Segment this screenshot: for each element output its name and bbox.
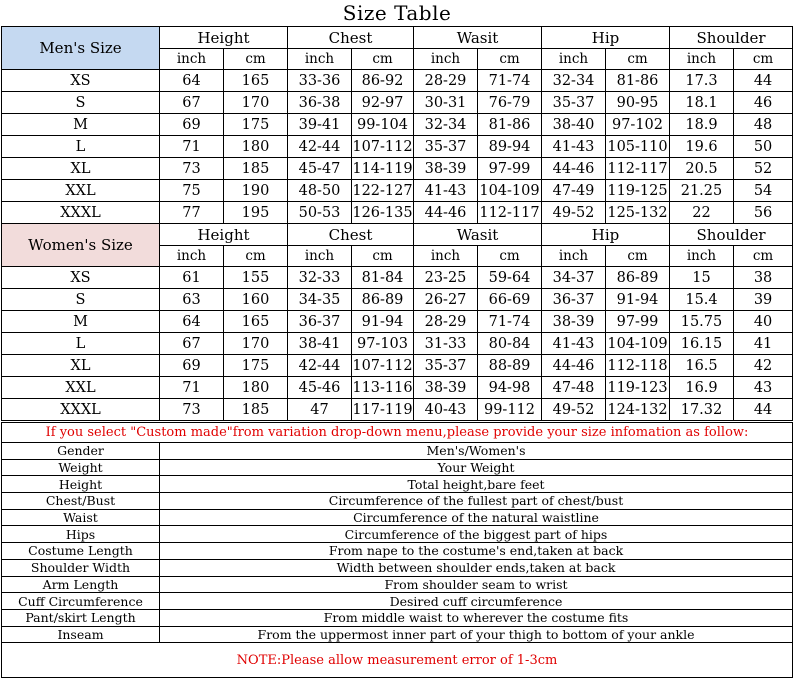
measurement-row — [2, 576, 793, 593]
measurement-cell: 76-79 — [478, 92, 542, 114]
measurement-cell: 45-47 — [288, 158, 352, 180]
measurement-cell: 99-104 — [352, 114, 414, 136]
measurement-cell: 42-44 — [288, 136, 352, 158]
measurement-row — [2, 509, 793, 526]
unit-header: inch — [670, 49, 734, 70]
measurement-cell: 54 — [734, 180, 793, 202]
measurement-cell: 44 — [734, 399, 793, 421]
measurement-cell: 88-89 — [478, 355, 542, 377]
measurement-cell: 125-132 — [606, 202, 670, 224]
measurement-cell: 71 — [160, 377, 224, 399]
mens-header-row — [2, 27, 793, 49]
measurement-cell: 114-119 — [352, 158, 414, 180]
measurement-cell: 30-31 — [414, 92, 478, 114]
unit-header: inch — [542, 49, 606, 70]
measurement-cell: 107-112 — [352, 136, 414, 158]
measurement-description: Circumference of the fullest part of chest/bust — [160, 493, 793, 510]
measurement-row — [2, 526, 793, 543]
measurement-cell: 97-99 — [606, 311, 670, 333]
measurement-cell: 22 — [670, 202, 734, 224]
measurement-cell: 112-117 — [478, 202, 542, 224]
unit-header: inch — [542, 246, 606, 267]
measurement-cell: 17.32 — [670, 399, 734, 421]
measurement-cell: 50-53 — [288, 202, 352, 224]
size-name-cell: XL — [2, 158, 160, 180]
size-name-cell: L — [2, 136, 160, 158]
measurement-cell: 36-38 — [288, 92, 352, 114]
measurement-cell: 69 — [160, 114, 224, 136]
measurement-cell: 86-92 — [352, 70, 414, 92]
measurement-cell: 34-37 — [542, 267, 606, 289]
measurement-cell: 99-112 — [478, 399, 542, 421]
size-name-cell: XS — [2, 70, 160, 92]
measurement-cell: 50 — [734, 136, 793, 158]
table-row — [2, 136, 793, 158]
measurement-cell: 107-112 — [352, 355, 414, 377]
measurement-cell: 28-29 — [414, 70, 478, 92]
measurement-cell: 124-132 — [606, 399, 670, 421]
measurement-row — [2, 443, 793, 460]
measurement-cell: 97-102 — [606, 114, 670, 136]
measurement-row — [2, 609, 793, 626]
measurement-cell: 104-109 — [478, 180, 542, 202]
measurement-cell: 71-74 — [478, 311, 542, 333]
measurement-cell: 104-109 — [606, 333, 670, 355]
measurement-row — [2, 543, 793, 560]
measurement-cell: 92-97 — [352, 92, 414, 114]
column-group-header: Hip — [542, 27, 670, 49]
measurement-cell: 46 — [734, 92, 793, 114]
measurement-name: Chest/Bust — [2, 493, 160, 510]
measurement-cell: 105-110 — [606, 136, 670, 158]
measurement-name: Cuff Circumference — [2, 593, 160, 610]
measurement-cell: 112-117 — [606, 158, 670, 180]
size-name-cell: XXL — [2, 377, 160, 399]
measurement-cell: 119-125 — [606, 180, 670, 202]
measurement-cell: 41-43 — [542, 333, 606, 355]
measurement-cell: 119-123 — [606, 377, 670, 399]
measurement-name: Inseam — [2, 626, 160, 643]
unit-header: cm — [224, 246, 288, 267]
table-row — [2, 180, 793, 202]
table-row — [2, 377, 793, 399]
measurement-cell: 39-41 — [288, 114, 352, 136]
measurement-cell: 48 — [734, 114, 793, 136]
measurement-cell: 86-89 — [606, 267, 670, 289]
column-group-header: Height — [160, 27, 288, 49]
measurement-cell: 63 — [160, 289, 224, 311]
measurement-cell: 47 — [288, 399, 352, 421]
unit-header: cm — [606, 49, 670, 70]
table-row — [2, 92, 793, 114]
unit-header: cm — [478, 246, 542, 267]
measurement-cell: 41-43 — [414, 180, 478, 202]
measurement-cell: 44-46 — [542, 355, 606, 377]
measurement-row — [2, 626, 793, 643]
measurement-cell: 32-34 — [414, 114, 478, 136]
column-group-header: Height — [160, 224, 288, 246]
table-row — [2, 333, 793, 355]
table-row — [2, 267, 793, 289]
size-name-cell: S — [2, 92, 160, 114]
measurement-cell: 80-84 — [478, 333, 542, 355]
measurement-cell: 91-94 — [606, 289, 670, 311]
table-row — [2, 158, 793, 180]
mens-size-label: Men's Size — [2, 27, 160, 70]
measurement-description: From nape to the costume's end,taken at back — [160, 543, 793, 560]
measurement-cell: 38 — [734, 267, 793, 289]
measurement-cell: 67 — [160, 92, 224, 114]
measurement-cell: 175 — [224, 355, 288, 377]
measurement-name: Shoulder Width — [2, 559, 160, 576]
measurement-cell: 35-37 — [414, 136, 478, 158]
measurement-cell: 42 — [734, 355, 793, 377]
measurement-cell: 71 — [160, 136, 224, 158]
measurement-cell: 71-74 — [478, 70, 542, 92]
measurement-cell: 97-103 — [352, 333, 414, 355]
measurement-cell: 59-64 — [478, 267, 542, 289]
measurement-cell: 126-135 — [352, 202, 414, 224]
measurement-cell: 41 — [734, 333, 793, 355]
measurement-description: Width between shoulder ends,taken at back — [160, 559, 793, 576]
unit-header: inch — [288, 246, 352, 267]
measurement-cell: 90-95 — [606, 92, 670, 114]
measurement-cell: 155 — [224, 267, 288, 289]
measurement-cell: 170 — [224, 333, 288, 355]
measurement-cell: 32-34 — [542, 70, 606, 92]
measurement-cell: 34-35 — [288, 289, 352, 311]
measurement-description: Men's/Women's — [160, 443, 793, 460]
measurement-cell: 185 — [224, 399, 288, 421]
size-name-cell: S — [2, 289, 160, 311]
measurement-cell: 33-36 — [288, 70, 352, 92]
womens-header-row — [2, 224, 793, 246]
table-row — [2, 311, 793, 333]
table-row — [2, 202, 793, 224]
size-name-cell: XXL — [2, 180, 160, 202]
measurement-name: Gender — [2, 443, 160, 460]
measurement-cell: 81-86 — [478, 114, 542, 136]
measurement-cell: 45-46 — [288, 377, 352, 399]
column-group-header: Shoulder — [670, 224, 793, 246]
unit-header: cm — [478, 49, 542, 70]
measurement-name: Arm Length — [2, 576, 160, 593]
measurement-cell: 66-69 — [478, 289, 542, 311]
measurement-cell: 175 — [224, 114, 288, 136]
measurement-cell: 81-84 — [352, 267, 414, 289]
measurement-cell: 36-37 — [288, 311, 352, 333]
table-row — [2, 114, 793, 136]
unit-header: cm — [734, 246, 793, 267]
size-name-cell: XS — [2, 267, 160, 289]
measurement-description: Desired cuff circumference — [160, 593, 793, 610]
size-name-cell: XXXL — [2, 399, 160, 421]
column-group-header: Wasit — [414, 224, 542, 246]
measurement-name: Weight — [2, 459, 160, 476]
unit-header: cm — [606, 246, 670, 267]
table-row — [2, 70, 793, 92]
size-name-cell: M — [2, 114, 160, 136]
measurement-cell: 81-86 — [606, 70, 670, 92]
measurement-cell: 165 — [224, 311, 288, 333]
measurement-cell: 91-94 — [352, 311, 414, 333]
page-title: Size Table — [342, 1, 452, 25]
measurement-cell: 18.1 — [670, 92, 734, 114]
measurement-cell: 16.15 — [670, 333, 734, 355]
column-group-header: Hip — [542, 224, 670, 246]
size-name-cell: L — [2, 333, 160, 355]
measurement-cell: 75 — [160, 180, 224, 202]
measurement-cell: 190 — [224, 180, 288, 202]
measurement-name: Costume Length — [2, 543, 160, 560]
measurement-cell: 38-40 — [542, 114, 606, 136]
measurement-cell: 47-48 — [542, 377, 606, 399]
measurement-cell: 38-39 — [542, 311, 606, 333]
measurement-cell: 77 — [160, 202, 224, 224]
measurement-cell: 122-127 — [352, 180, 414, 202]
measurement-cell: 44 — [734, 70, 793, 92]
measurement-cell: 64 — [160, 311, 224, 333]
measurement-cell: 89-94 — [478, 136, 542, 158]
size-name-cell: M — [2, 311, 160, 333]
table-row — [2, 289, 793, 311]
measurement-cell: 16.9 — [670, 377, 734, 399]
measurement-description: Total height,bare feet — [160, 476, 793, 493]
measurement-cell: 16.5 — [670, 355, 734, 377]
measurement-cell: 26-27 — [414, 289, 478, 311]
measurement-error-note: NOTE:Please allow measurement error of 1-3cm — [2, 643, 793, 678]
measurement-cell: 38-41 — [288, 333, 352, 355]
unit-header: inch — [160, 246, 224, 267]
unit-header: cm — [734, 49, 793, 70]
unit-header: cm — [352, 49, 414, 70]
measurement-cell: 38-39 — [414, 158, 478, 180]
measurement-description: Circumference of the natural waistline — [160, 509, 793, 526]
measurement-cell: 86-89 — [352, 289, 414, 311]
measurement-row — [2, 476, 793, 493]
measurement-cell: 44-46 — [414, 202, 478, 224]
measurement-cell: 94-98 — [478, 377, 542, 399]
measurement-cell: 52 — [734, 158, 793, 180]
unit-header: cm — [352, 246, 414, 267]
measurement-cell: 49-52 — [542, 202, 606, 224]
womens-size-label: Women's Size — [2, 224, 160, 267]
measurement-cell: 42-44 — [288, 355, 352, 377]
measurement-row — [2, 493, 793, 510]
measurement-cell: 67 — [160, 333, 224, 355]
measurement-cell: 48-50 — [288, 180, 352, 202]
measurement-cell: 56 — [734, 202, 793, 224]
unit-header: inch — [160, 49, 224, 70]
unit-header: cm — [224, 49, 288, 70]
measurement-cell: 180 — [224, 377, 288, 399]
measurement-cell: 117-119 — [352, 399, 414, 421]
unit-header: inch — [414, 246, 478, 267]
measurement-cell: 97-99 — [478, 158, 542, 180]
title-row — [2, 0, 793, 27]
unit-header: inch — [670, 246, 734, 267]
column-group-header: Shoulder — [670, 27, 793, 49]
measurement-cell: 180 — [224, 136, 288, 158]
measurement-cell: 165 — [224, 70, 288, 92]
measurement-row — [2, 593, 793, 610]
measurement-cell: 20.5 — [670, 158, 734, 180]
measurement-cell: 35-37 — [414, 355, 478, 377]
measurement-cell: 73 — [160, 158, 224, 180]
measurement-cell: 185 — [224, 158, 288, 180]
measurement-name: Waist — [2, 509, 160, 526]
measurement-row — [2, 459, 793, 476]
measurement-cell: 44-46 — [542, 158, 606, 180]
measurement-cell: 160 — [224, 289, 288, 311]
unit-header: inch — [414, 49, 478, 70]
measurement-cell: 41-43 — [542, 136, 606, 158]
measurement-cell: 18.9 — [670, 114, 734, 136]
measurement-cell: 47-49 — [542, 180, 606, 202]
measurement-cell: 112-118 — [606, 355, 670, 377]
column-group-header: Wasit — [414, 27, 542, 49]
measurement-name: Hips — [2, 526, 160, 543]
custom-made-notice: If you select "Custom made"from variation drop-down menu,please provide your size infomation as follow: — [2, 423, 793, 443]
custom-made-table — [1, 422, 793, 678]
measurement-name: Height — [2, 476, 160, 493]
measurement-cell: 15 — [670, 267, 734, 289]
measurement-cell: 69 — [160, 355, 224, 377]
measurement-description: From shoulder seam to wrist — [160, 576, 793, 593]
measurement-cell: 15.75 — [670, 311, 734, 333]
measurement-cell: 43 — [734, 377, 793, 399]
measurement-description: Circumference of the biggest part of hips — [160, 526, 793, 543]
measurement-cell: 28-29 — [414, 311, 478, 333]
size-table — [1, 0, 793, 421]
column-group-header: Chest — [288, 224, 414, 246]
measurement-cell: 49-52 — [542, 399, 606, 421]
measurement-description: From the uppermost inner part of your thigh to bottom of your ankle — [160, 626, 793, 643]
measurement-cell: 21.25 — [670, 180, 734, 202]
measurement-cell: 64 — [160, 70, 224, 92]
column-group-header: Chest — [288, 27, 414, 49]
measurement-cell: 40 — [734, 311, 793, 333]
measurement-cell: 23-25 — [414, 267, 478, 289]
measurement-cell: 170 — [224, 92, 288, 114]
measurement-description: Your Weight — [160, 459, 793, 476]
measurement-cell: 17.3 — [670, 70, 734, 92]
measurement-cell: 36-37 — [542, 289, 606, 311]
size-name-cell: XL — [2, 355, 160, 377]
measurement-cell: 31-33 — [414, 333, 478, 355]
measurement-description: From middle waist to wherever the costume fits — [160, 609, 793, 626]
unit-header: inch — [288, 49, 352, 70]
measurement-cell: 40-43 — [414, 399, 478, 421]
measurement-cell: 195 — [224, 202, 288, 224]
measurement-cell: 35-37 — [542, 92, 606, 114]
measurement-cell: 15.4 — [670, 289, 734, 311]
measurement-cell: 61 — [160, 267, 224, 289]
measurement-cell: 113-116 — [352, 377, 414, 399]
table-row — [2, 355, 793, 377]
size-name-cell: XXXL — [2, 202, 160, 224]
measurement-row — [2, 559, 793, 576]
measurement-cell: 19.6 — [670, 136, 734, 158]
measurement-cell: 38-39 — [414, 377, 478, 399]
measurement-cell: 73 — [160, 399, 224, 421]
measurement-cell: 39 — [734, 289, 793, 311]
table-row — [2, 399, 793, 421]
measurement-name: Pant/skirt Length — [2, 609, 160, 626]
measurement-cell: 32-33 — [288, 267, 352, 289]
